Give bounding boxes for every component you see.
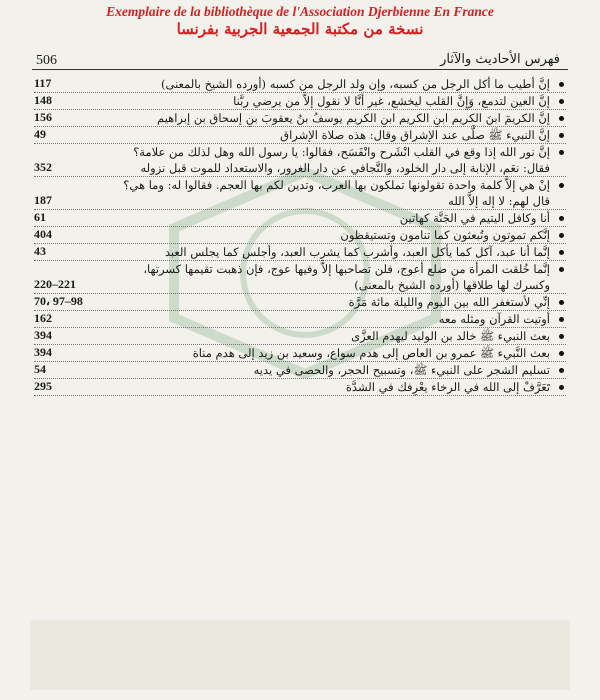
entry-page-ref: 404	[34, 227, 52, 241]
entry-text: أنا وكافل اليتيم في الجَنَّة كهاتين	[399, 211, 550, 225]
bullet-icon	[559, 300, 564, 305]
entry-text: إنَّ الكريمَ ابنَ الكريم ابنِ الكريم ابنِ الكريم يوسفُ بنُ يعقوبَ بنِ إسحاق بن إبراهيم	[157, 111, 550, 125]
bullet-icon	[559, 99, 564, 104]
bullet-icon	[559, 133, 564, 138]
bullet-icon	[559, 116, 564, 121]
bullet-icon	[559, 368, 564, 373]
index-entry	[34, 328, 566, 345]
entry-text: تَعَرَّفْ إلى الله في الرخاء يعْرِفك في الشدَّة	[345, 380, 550, 394]
entry-page-ref: 394	[34, 328, 52, 342]
running-head: فهرس الأحاديث والآثار	[440, 52, 560, 67]
index-entry	[34, 261, 566, 294]
entry-text: إنِّي لأستغفر الله بين اليوم والليلة مائة مَرَّة	[348, 295, 550, 309]
index-entry	[34, 144, 566, 177]
index-entry	[34, 76, 566, 93]
index-entry	[34, 244, 566, 261]
entry-text: بعث النَّبيء ﷺ عمرو بن العاص إلى هدم سواع، وسعيد بن زيد إلى هدم مناة	[192, 346, 550, 360]
index-entry	[34, 294, 566, 311]
entry-page-ref: 54	[34, 362, 46, 376]
bullet-icon	[559, 317, 564, 322]
entry-text: إنَّ أطيب ما أكل الرجل من كسبه، وإن ولد الرجل من كسبه (أورده الشيخ بالمعنى)	[161, 77, 550, 91]
entry-text: تسليم الشجر على النبيء ﷺ، وتسبيح الحجر، والحصى في يديه	[253, 363, 550, 377]
index-entry	[34, 177, 566, 210]
index-entry	[34, 311, 566, 328]
index-entry	[34, 127, 566, 144]
bullet-icon	[559, 233, 564, 238]
header-rule	[32, 69, 568, 70]
index-entry	[34, 362, 566, 379]
entry-text: إنَّما خُلقت المرأة من ضلع أعوج، فلن تصاحبها إلاَّ وفيها عوج، فإن ذهبت تقيمها كسرتها، وكسرك لها طلاقها (أورده الشيخ بالمعنى)	[143, 262, 550, 292]
index-entry	[34, 93, 566, 110]
library-banner-arabic: نسخة من مكتبة الجمعية الجربية بفرنسا	[176, 20, 424, 38]
entry-page-ref: 352	[34, 160, 52, 174]
entry-page-ref: 295	[34, 379, 52, 393]
index-entry	[34, 379, 566, 396]
index-entry	[34, 210, 566, 227]
entry-text: أوتيت القرآن ومثله معه	[438, 312, 550, 326]
entry-page-ref: 394	[34, 345, 52, 359]
entry-page-ref: 156	[34, 110, 52, 124]
entry-page-ref: 148	[34, 93, 52, 107]
entry-page-ref: 43	[34, 244, 46, 258]
library-banner-french: Exemplaire de la bibliothèque de l'Association Djerbienne En France	[106, 4, 494, 19]
entry-page-ref: 61	[34, 210, 46, 224]
bullet-icon	[559, 216, 564, 221]
entry-text: إنَّ النبيء ﷺ صلَّى عند الإشراق وقال: هذه صلاة الإشراق	[280, 128, 550, 142]
bullet-icon	[559, 334, 564, 339]
bullet-icon	[559, 385, 564, 390]
index-entry	[34, 345, 566, 362]
bullet-icon	[559, 250, 564, 255]
bullet-icon	[559, 351, 564, 356]
entry-text: بعث النبيء ﷺ خالد بن الوليد ليهدم العزَّى	[351, 329, 550, 343]
entry-page-ref: 187	[34, 193, 52, 207]
entry-page-ref: 117	[34, 76, 52, 90]
entry-text: إنَّ العين لتدمع، وَإِنَّ القلب ليخشع، غير أنَّا لا نقول إلاَّ من يرضي ربَّنا	[233, 94, 550, 108]
entry-text: إنْ هي إلاَّ كلمة واحدة تقولونها تملكون بها العرب، وتدين لكم بها العجم. فقالوا له: وما هي؟ قال لهم: لا إله إلاَّ الله	[123, 178, 550, 208]
bleed-through-texture	[30, 620, 570, 690]
entry-page-ref: 70، 97–98	[34, 294, 83, 308]
entry-text: إنَّ نور الله إذا وقع في القلب انْشَرح وانْفَسَح، فقالوا: يا رسول الله وهل لذلك من علامة؟ فقال: نعَم، الإنابة إلى دار الخلود، والتَّجافي عن دار الغرور، والاستعداد للموت قبل نزوله	[133, 145, 550, 175]
bullet-icon	[559, 150, 564, 155]
hadith-index-list	[34, 76, 566, 396]
bullet-icon	[559, 82, 564, 87]
index-entry	[34, 110, 566, 127]
page-number: 506	[36, 53, 57, 68]
entry-page-ref: 49	[34, 127, 46, 141]
entry-text: إنَّما أنا عبد، آكل كما يأكل العبد، وأشرب كما يشرب العبد، وأجلس كما يجلس العبد	[164, 245, 550, 259]
bullet-icon	[559, 267, 564, 272]
entry-text: إنَّكم تموتون وتُبعثون كما تنامون وتستيقظون	[340, 228, 550, 242]
entry-page-ref: 162	[34, 311, 52, 325]
index-entry	[34, 227, 566, 244]
bullet-icon	[559, 183, 564, 188]
entry-page-ref: 220–221	[34, 277, 76, 291]
